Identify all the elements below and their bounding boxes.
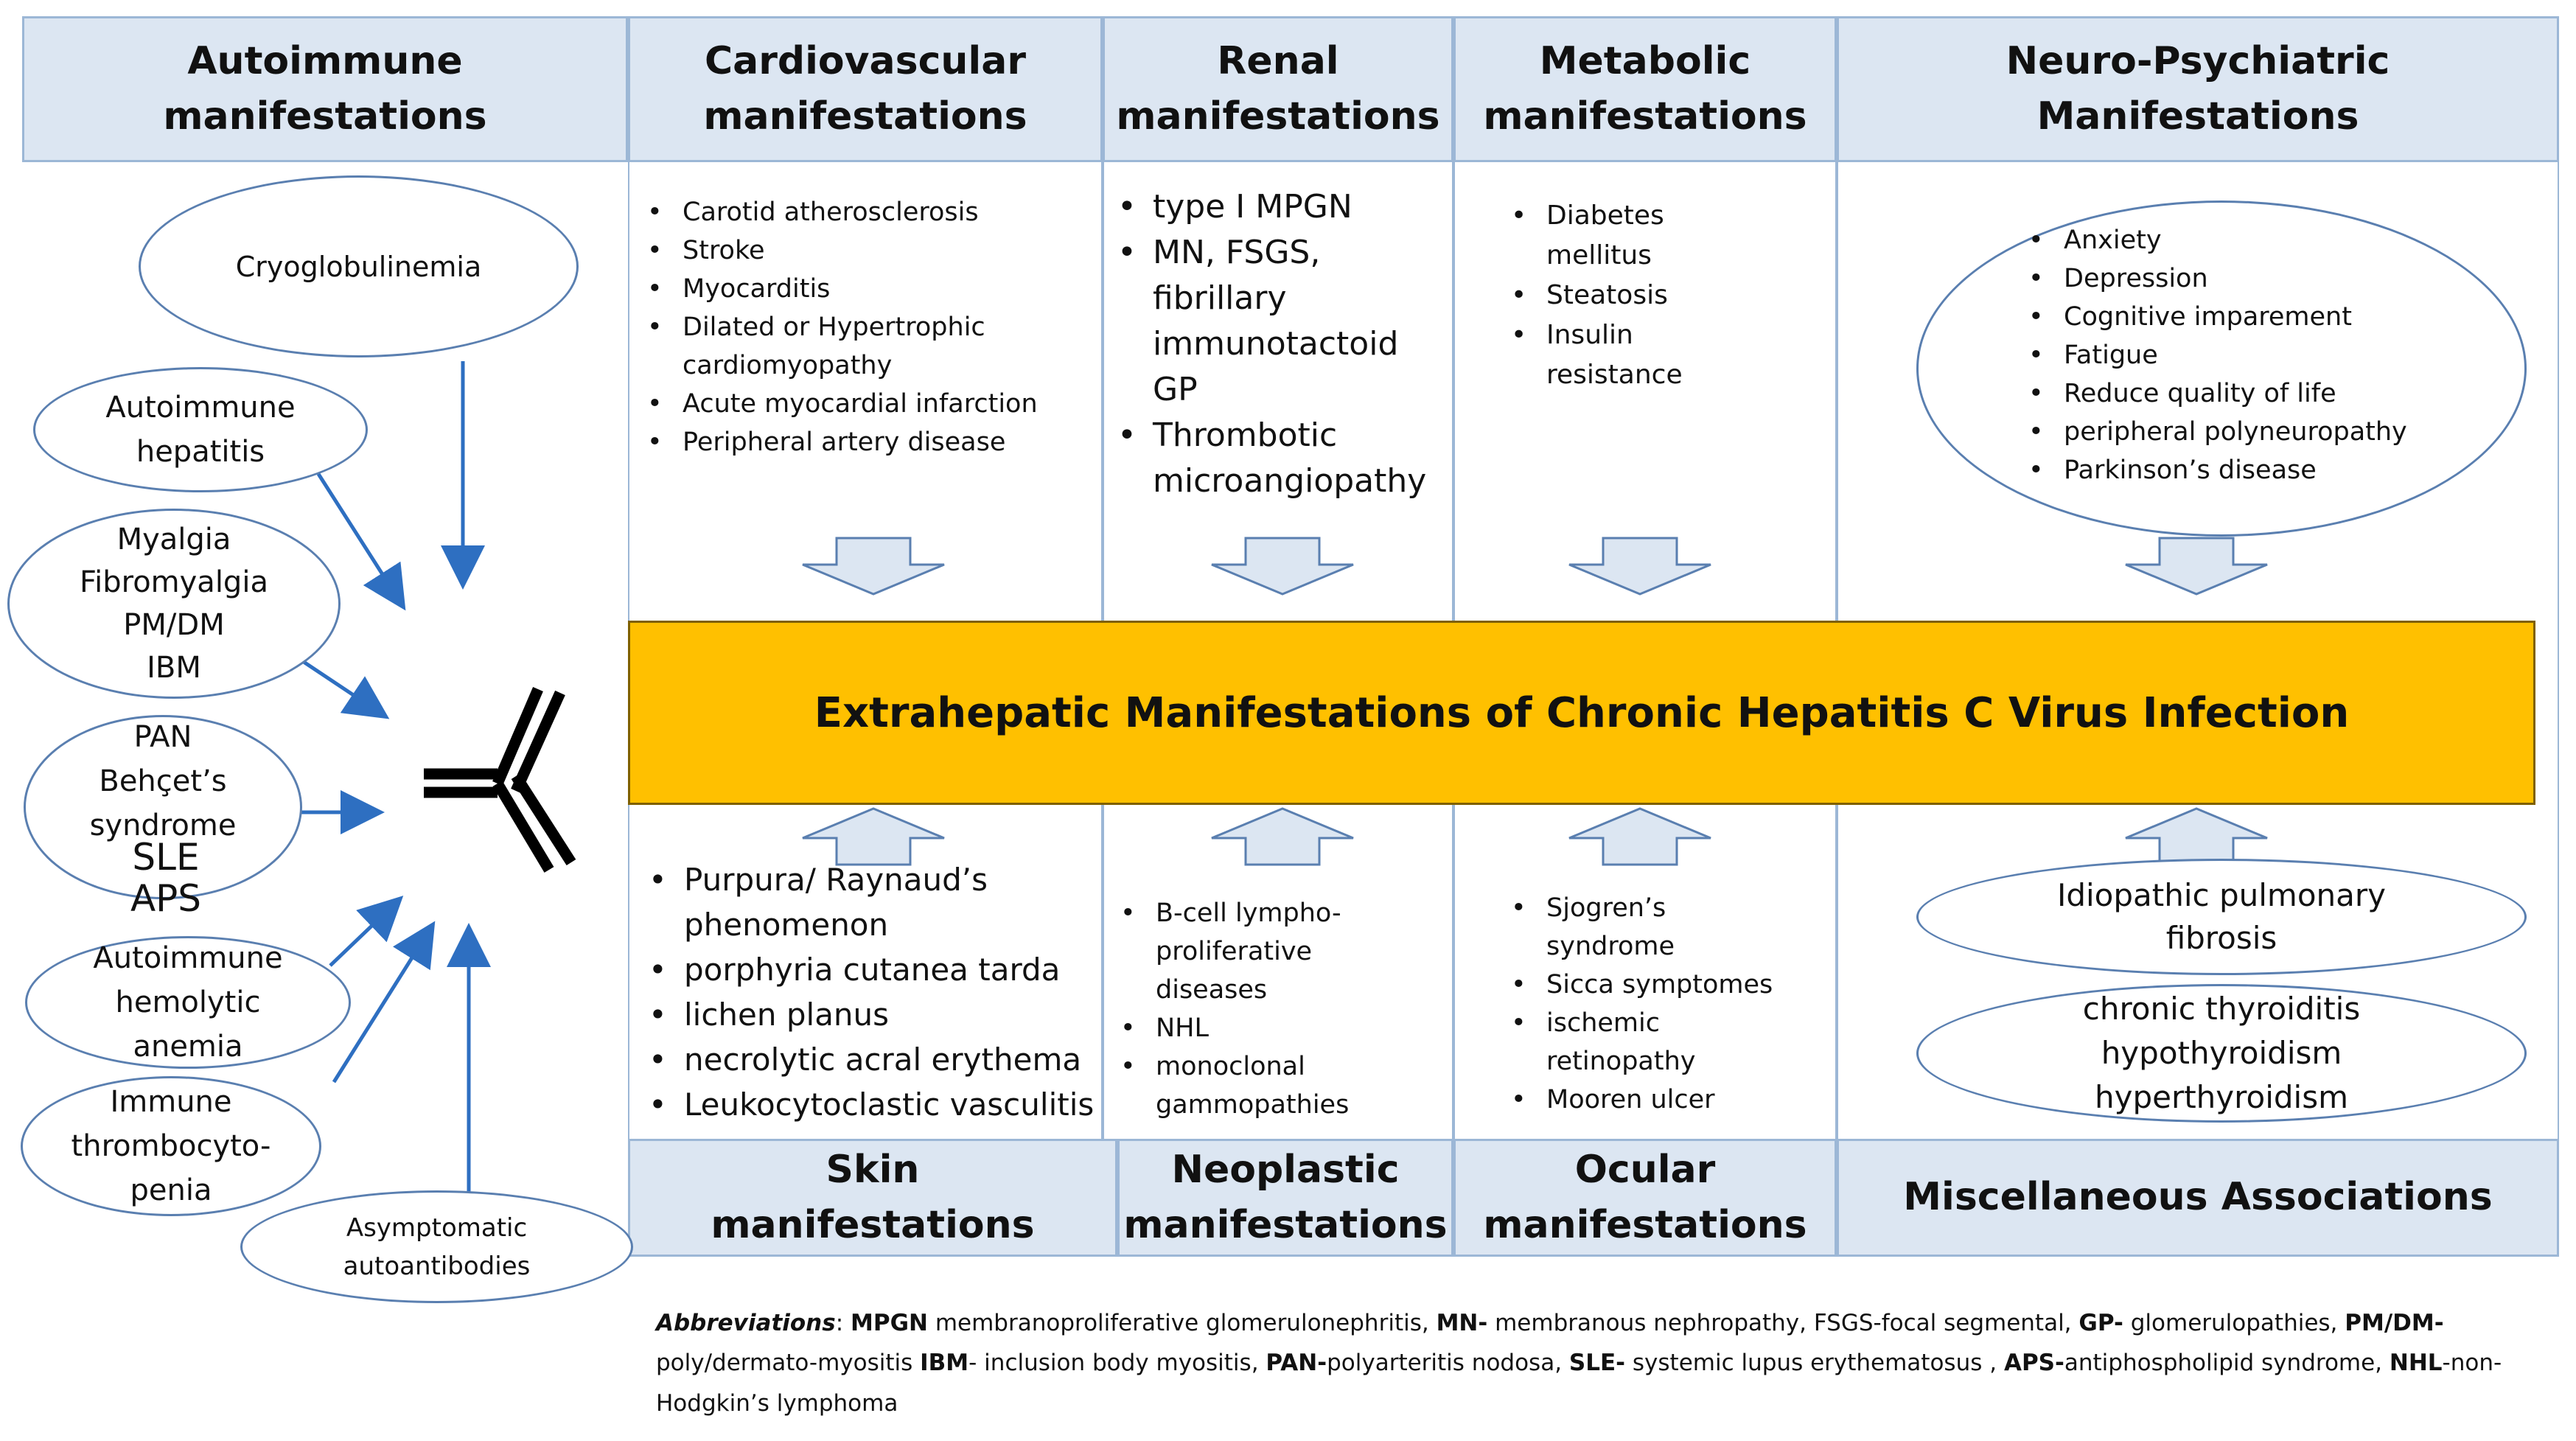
abbreviation-definition: antiphospholipid syndrome, <box>2064 1350 2390 1377</box>
list-item: • Cognitive imparement <box>2021 298 2493 336</box>
list-item: • Steatosis <box>1504 276 1821 315</box>
list-item: • Parkinson’s disease <box>2021 451 2493 489</box>
abbreviation-definition: systemic lupus erythematosus , <box>1625 1350 2004 1377</box>
arrow-up-ocular <box>1566 807 1714 866</box>
abbreviations-label: Abbreviations <box>656 1310 836 1336</box>
arrow-down-renal <box>1209 537 1356 596</box>
list-item: • Carotid atherosclerosis <box>640 193 1089 231</box>
oval-pulmonary: Idiopathic pulmonary fibrosis <box>1916 859 2527 975</box>
arrow-down-neuro <box>2123 537 2270 596</box>
skin-list <box>641 857 1113 1127</box>
list-item: • type I MPGN <box>1110 184 1453 230</box>
list-item: • Stroke <box>640 231 1089 270</box>
abbreviation-term: MN- <box>1436 1310 1488 1336</box>
oval-hemolytic-anemia: Autoimmune hemolytic anemia <box>25 936 351 1069</box>
header-neuro: Neuro-Psychiatric Manifestations <box>1837 16 2559 162</box>
abbreviation-definition: membranoproliferative glomerulonephritis, <box>927 1310 1437 1336</box>
list-item: • Thrombotic microangiopathy <box>1110 413 1453 504</box>
header-renal: Renal manifestations <box>1103 16 1453 162</box>
list-item: • porphyria cutanea tarda <box>641 947 1113 992</box>
abbreviation-definition: polyarteritis nodosa, <box>1327 1350 1569 1377</box>
list-item: • Diabetes mellitus <box>1504 196 1821 276</box>
neoplastic-list <box>1113 894 1459 1124</box>
list-item: • peripheral polyneuropathy <box>2021 413 2493 451</box>
list-item: • Sjogren’s syndrome <box>1504 889 1828 966</box>
list-item: • Sicca symptomes <box>1504 966 1828 1004</box>
abbreviation-term: PAN- <box>1266 1350 1327 1377</box>
list-item: • MN, FSGS, fibrillary immunotactoid GP <box>1110 230 1453 413</box>
abbreviation-term: GP- <box>2078 1310 2123 1336</box>
abbreviation-definition: -non-Hodgkin’s lymphoma <box>656 1350 2502 1417</box>
oval-autoimmune-hepatitis: Autoimmune hepatitis <box>33 367 368 492</box>
abbreviations-note: Abbreviations: MPGN membranoproliferative glomerulonephritis, MN- membranous nephropathy, FSGS-focal segmental, GP- glomerulopathies, PM/DM- poly/dermato-myositis IBM- inclusion body myositis, PAN-polyarteritis nodosa, SLE- systemic lupus erythematosus , APS-antiphospholipid syndrome, NHL-non-Hodgkin’s lymphoma <box>656 1310 2502 1417</box>
abbreviation-definition: - inclusion body myositis, <box>968 1350 1266 1377</box>
arrow-down-metabolic <box>1566 537 1714 596</box>
abbreviation-definition: glomerulopathies, <box>2123 1310 2345 1336</box>
list-item: • Depression <box>2021 259 2493 298</box>
arrow-up-neoplastic <box>1209 807 1356 866</box>
list-item: • Myocarditis <box>640 270 1089 308</box>
list-item: • Peripheral artery disease <box>640 423 1089 461</box>
list-item: • ischemic retinopathy <box>1504 1004 1828 1081</box>
header-misc: Miscellaneous Associations <box>1837 1139 2559 1257</box>
neuro-list <box>2021 221 2493 489</box>
header-metabolic: Metabolic manifestations <box>1453 16 1837 162</box>
header-ocular: Ocular manifestations <box>1453 1139 1837 1257</box>
list-item: • Dilated or Hypertrophic cardiomyopathy <box>640 308 1089 385</box>
abbreviation-term: NHL <box>2389 1350 2443 1377</box>
renal-list <box>1110 184 1453 504</box>
ocular-list <box>1504 889 1828 1119</box>
list-item: • lichen planus <box>641 992 1113 1037</box>
abbreviation-definition: membranous nephropathy, FSGS-focal segmental, <box>1487 1310 2079 1336</box>
list-item: • Acute myocardial infarction <box>640 385 1089 423</box>
list-item: • monoclonal gammopathies <box>1113 1047 1459 1124</box>
header-autoimmune: Autoimmune manifestations <box>22 16 628 162</box>
abbreviation-definition: poly/dermato-myositis <box>656 1350 921 1377</box>
list-item: • necrolytic acral erythema <box>641 1037 1113 1082</box>
list-item: • Reduce quality of life <box>2021 374 2493 413</box>
list-item: • Purpura/ Raynaud’s phenomenon <box>641 857 1113 947</box>
oval-asymptomatic: Asymptomatic autoantibodies <box>240 1190 633 1303</box>
header-skin: Skin manifestations <box>628 1139 1117 1257</box>
list-item: • NHL <box>1113 1009 1459 1047</box>
oval-pan: PAN Behçet’s syndrome <box>24 715 302 899</box>
abbreviation-term: APS- <box>2003 1350 2064 1377</box>
abbreviation-term: SLE- <box>1568 1350 1626 1377</box>
arrow-down-cardio <box>800 537 947 596</box>
cardiovascular-list <box>640 193 1089 461</box>
abbreviation-term: PM/DM- <box>2345 1310 2444 1336</box>
oval-thrombocytopenia: Immune thrombocyto- penia <box>21 1076 321 1216</box>
abbreviation-term: MPGN <box>851 1310 928 1336</box>
antibody-icon <box>416 667 601 888</box>
metabolic-list <box>1504 196 1821 395</box>
oval-myalgia: Myalgia Fibromyalgia PM/DM IBM <box>7 509 341 699</box>
oval-cryoglobulinemia: Cryoglobulinemia <box>139 175 579 357</box>
list-item: • Leukocytoclastic vasculitis <box>641 1082 1113 1127</box>
list-item: • Mooren ulcer <box>1504 1081 1828 1119</box>
header-neoplastic: Neoplastic manifestations <box>1117 1139 1453 1257</box>
sle-aps-text: SLE APS <box>130 836 202 920</box>
oval-thyroid: chronic thyroiditis hypothyroidism hyperthyroidism <box>1916 984 2527 1123</box>
abbreviation-term: IBM <box>920 1350 969 1377</box>
list-item: • Fatigue <box>2021 336 2493 374</box>
header-cardiovascular: Cardiovascular manifestations <box>628 16 1103 162</box>
list-item: • B-cell lympho- proliferative diseases <box>1113 894 1459 1009</box>
arrow-up-misc <box>2123 807 2270 866</box>
center-title-box: Extrahepatic Manifestations of Chronic Hepatitis C Virus Infection <box>628 621 2535 805</box>
list-item: • Insulin resistance <box>1504 315 1821 395</box>
list-item: • Anxiety <box>2021 221 2493 259</box>
